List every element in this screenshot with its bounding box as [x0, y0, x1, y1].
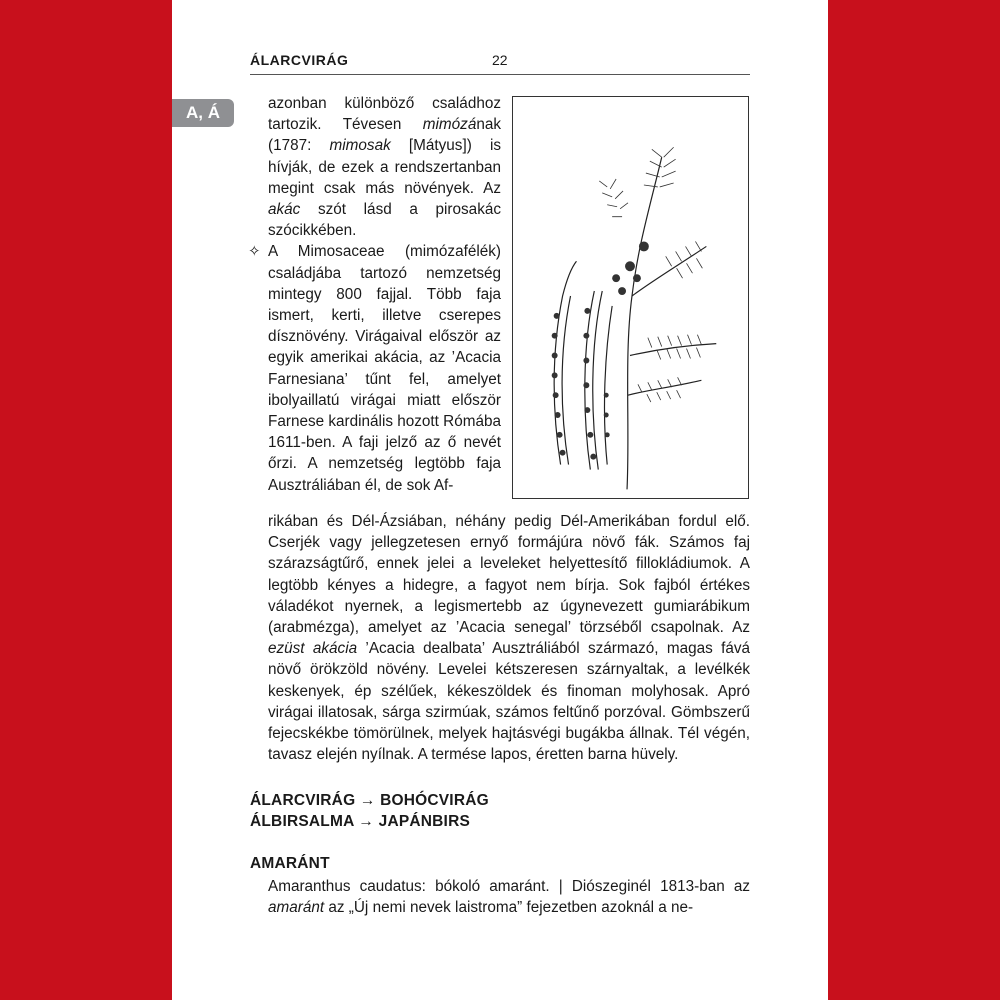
running-head — [250, 52, 750, 75]
akacia-paragraph-1 — [268, 93, 501, 241]
akacia-left-column — [248, 93, 501, 496]
text-run: [Mátyus]) is hívják, de ezek a rendszertanban megint csak más növények. Az — [268, 137, 501, 197]
thumb-index-tab[interactable]: A, Á — [172, 99, 234, 127]
amarant-text — [268, 876, 750, 918]
page-number: 22 — [492, 52, 508, 68]
cross-reference-2[interactable] — [250, 813, 470, 831]
cross-ref-to: BOHÓCVIRÁG — [380, 792, 489, 809]
text-run: A Mimosaceae (mimózafélék) családjába tartozó nemzetség mintegy 800 fajjal. Több faja ismert, kerti, illetve cserepes dísznövény. Virágaival először az egyik amerikai akácia, az ’Acacia Farnesiana’ tűnt fel, amelyet ibolyaillatú virágai miatt először Farnese kardinális hozott Rómába 1611-ben. A faji jelző az ő nevét őrzi. A nemzetség legtöbb faja Ausztráliában él, de sok Af- — [268, 243, 501, 494]
text-run: az „Új nemi nevek laistroma” fejezetben azoknál a ne- — [324, 899, 694, 917]
text-run: szót lásd a pirosakác szócikkében. — [268, 201, 501, 240]
acacia-illustration — [512, 96, 749, 499]
akacia-paragraph-2 — [248, 241, 501, 495]
cross-ref-from: ÁLARCVIRÁG — [250, 792, 356, 809]
amarant-paragraph — [268, 876, 750, 918]
italic-term: mimózá — [422, 116, 477, 134]
italic-term: ezüst akácia — [268, 640, 358, 658]
cross-ref-to: JAPÁNBIRS — [378, 813, 470, 830]
text-run: rikában és Dél-Ázsiában, néhány pedig Dél-Amerikában fordul elő. Cserjék vagy jellegzetesen ernyő formájúra növő fák. Számos faj szárazságtűrő, ennek jelei a leveleket helyettesítő fillokládiumok. A legtöbb kényes a hidegre, a fagyot nem bírja. Sok fajból értékes váladékot nyernek, a legismertebb az úgynevezett gumiarábikum (arabmézga), amelyet az ’Acacia senegal’ törzséből csapolnak. Az — [268, 513, 750, 637]
entry-heading-amarant: AMARÁNT — [250, 855, 330, 872]
akacia-paragraph-2-continued — [268, 511, 750, 765]
sparkle-bullet-icon: ✧ — [248, 243, 261, 261]
running-head-title: ÁLARCVIRÁG — [250, 52, 349, 68]
text-run: ’Acacia dealbata’ Ausztráliából származó, magas fává növő örökzöld növény. Levelei kétszeresen szárnyaltak, a levélkék keskenyek, ép szélűek, kékeszöldek és finoman molyhosak. Apró virágai illatosak, sárga szirmúak, számos feltűnő porzóval. Gömbszerű fejecskékbe tömörülnek, melyek hajtásvégi bugákba állnak. Tél végén, tavasz elején nyílnak. A termése lapos, éretten barna hüvely. — [268, 640, 750, 764]
text-run: Amaranthus caudatus: bókoló amaránt. | Diószeginél 1813-ban az — [268, 878, 750, 895]
akacia-full-column — [268, 511, 750, 765]
italic-term: akác — [268, 201, 301, 219]
cross-reference-1[interactable] — [250, 792, 489, 810]
arrow-right-icon: → — [359, 792, 376, 809]
arrow-right-icon: → — [358, 813, 375, 830]
text-run: nak (1787: — [268, 116, 501, 155]
text-run: azonban különböző családhoz tartozik. Tévesen — [268, 95, 501, 134]
italic-term: amaránt — [268, 899, 325, 917]
italic-term: mimosak — [329, 137, 391, 155]
cross-ref-from: ÁLBIRSALMA — [250, 813, 354, 830]
acacia-drawing — [513, 97, 748, 498]
